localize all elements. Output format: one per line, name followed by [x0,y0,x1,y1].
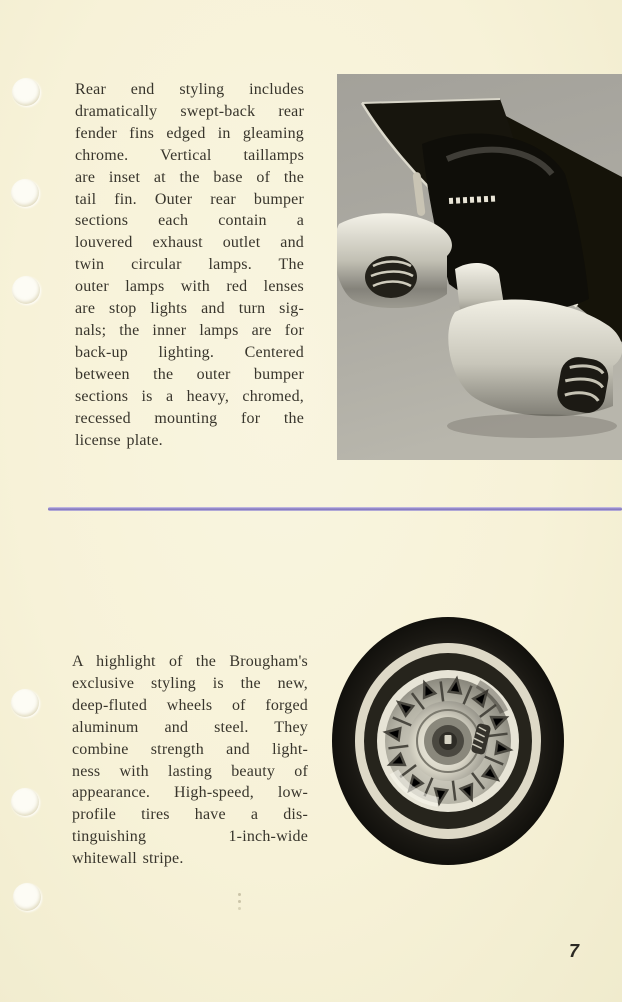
text-line: ness with lasting beauty of [72,762,308,780]
text-line: license plate. [75,431,163,449]
text-line: aluminum and steel. They [72,718,308,736]
text-line: Rear end styling includes [75,81,304,98]
text-line: between the outer bumper [75,365,304,383]
binder-hole [12,276,40,304]
rear-fins-photo [337,74,622,460]
page-number: 7 [569,941,580,961]
text-line: are inset at the base of the [75,168,304,186]
section-divider-rule [48,507,622,511]
text-line: exclusive styling is the new, [72,674,308,692]
binder-hole [13,883,41,911]
text-line: chrome. Vertical taillamps [75,146,304,164]
text-line: fender fins edged in gleaming [75,124,304,142]
text-line: outer lamps with red lenses [75,278,304,296]
text-line: tinguishing 1-inch-wide [72,828,308,846]
wheels-paragraph [72,651,308,870]
text-line: profile tires have a dis- [72,806,308,824]
text-line: twin circular lamps. The [75,256,304,274]
text-line: sections each contain a [75,212,304,230]
binder-hole [11,179,39,207]
center-emblem [445,735,452,744]
binder-hole [11,788,39,816]
print-artifact [238,893,241,896]
wheel-photo [328,612,568,870]
rear-end-styling-paragraph [75,79,304,451]
text-line: louvered exhaust outlet and [75,234,304,252]
text-line: back-up lighting. Centered [75,343,304,361]
text-line: recessed mounting for the [75,409,304,427]
text-line: whitewall stripe. [72,850,184,868]
text-line: tail fin. Outer rear bumper [75,190,304,208]
text-line: are stop lights and turn sig- [75,300,304,318]
ground-shadow [447,414,617,438]
binder-hole [11,689,39,717]
text-line: dramatically swept-back rear [75,102,304,120]
text-line: nals; the inner lamps are for [75,321,304,339]
binder-hole [12,78,40,106]
text-line: sections is a heavy, chromed, [75,387,304,405]
text-line: combine strength and light- [72,740,308,758]
text-line: deep-fluted wheels of forged [72,696,308,714]
text-line: A highlight of the Brougham's [72,653,308,670]
text-line: appearance. High-speed, low- [72,784,308,802]
